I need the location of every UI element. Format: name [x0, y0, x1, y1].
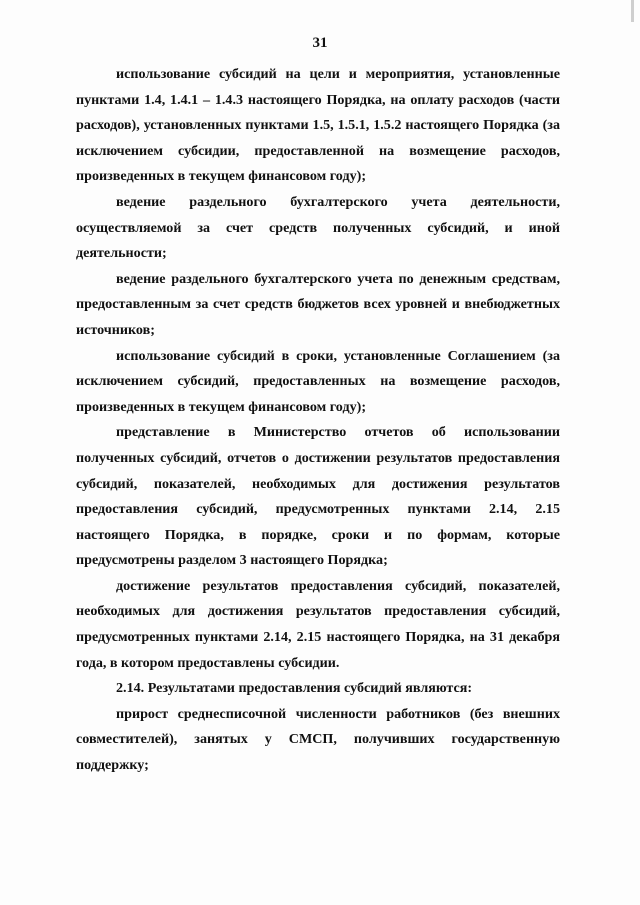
paragraph-separate-accounting-funds: ведение раздельного бухгалтерского учета по денежным средствам, предоставленным за счет средств бюджетов всех уровней и внебюджетных источников; — [76, 270, 560, 338]
scan-edge-mark — [631, 0, 634, 22]
paragraph-subsidy-deadlines: использование субсидий в сроки, установленные Соглашением (за исключением субсидий, предоставленных на возмещение расходов, произведенных в текущем финансовом году); — [76, 347, 560, 415]
paragraph-results-achievement: достижение результатов предоставления субсидий, показателей, необходимых для достижения результатов предоставления субсидий, предусмотренных пунктами 2.14, 2.15 настоящего Порядка, на 31 декабря года, в котором предоставлены субсидии. — [76, 577, 560, 671]
paragraph-subsidy-use: использование субсидий на цели и мероприятия, установленные пунктами 1.4, 1.4.1 – 1.4.3 настоящего Порядка, на оплату расходов (части расходов), установленных пунктами 1.5, 1.5.1, 1.5.2 настоящего Порядка (за исключением субсидии, предоставленной на возмещение расходов, произведенных в текущем финансовом году); — [76, 66, 560, 185]
paragraph-section-2-14: 2.14. Результатами предоставления субсидий являются: — [116, 680, 473, 697]
paragraph-employee-growth: прирост среднесписочной численности работников (без внешних совместителей), занятых у СМСП, получивших государственную поддержку; — [76, 705, 560, 774]
paragraph-reporting: представление в Министерство отчетов об использовании полученных субсидий, отчетов о достижении результатов предоставления субсидий, показателей, необходимых для достижения результатов предоставления субсидий, предусмотренных пунктами 2.14, 2.15 настоящего Порядка, в порядке, сроки и по формам, которые предусмотрены разделом 3 настоящего Порядка; — [76, 424, 560, 569]
page-number: 31 — [312, 35, 328, 51]
paragraph-separate-accounting-activity: ведение раздельного бухгалтерского учета деятельности, осуществляемой за счет средств полученных субсидий, и иной деятельности; — [76, 193, 560, 262]
document-body — [76, 62, 560, 779]
